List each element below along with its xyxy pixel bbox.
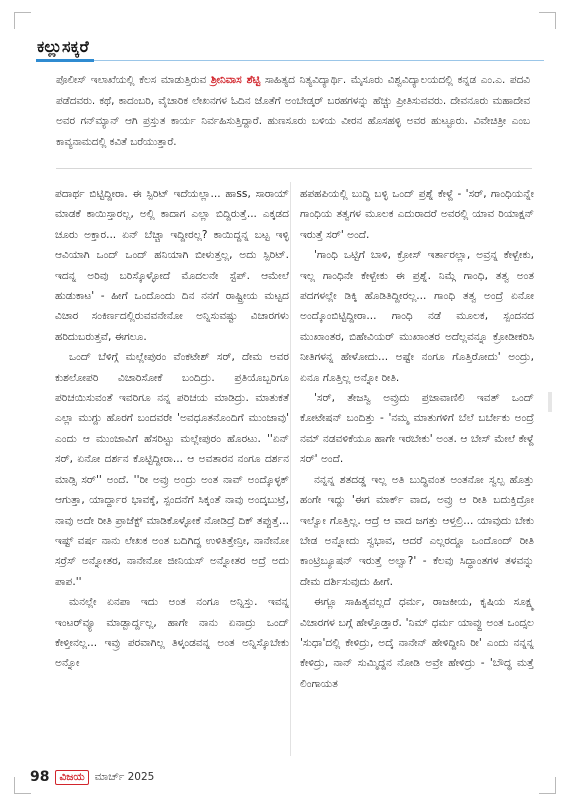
- intro-text-start: ಪೊಲೀಸ್ ಇಲಾಖೆಯಲ್ಲಿ ಕೆಲಸ ಮಾಡುತ್ತಿರುವ: [56, 74, 211, 86]
- paragraph: ಒಂದ್ ಬೆಳಿಗ್ಗೆ ಮಲ್ಲೇಪುರಂ ವೆಂಕಟೇಶ್ ಸರ್, ದೇಮ ಅವರ ಕುಶಲೋಪರಿ ವಿಚಾರಿಸೋಕೆ ಬಂದಿದ್ರು. ಪ್ರತಿಯೊಬ್ಬರಿಗೂ ಪರಿಚಯಿಸುವಂತೆ ಇವರಿಗೂ ನನ್ನ ಪರಿಚಯ ಮಾಡಿದ್ರು. ಮಾತುಕತೆ ಎಲ್ಲಾ ಮುಗ್ದು ಹೊರಗೆ ಬಂದವರೇ 'ಅವಧೂತನೊಂದಿಗೆ ಮುಂಜಾವು' ಎಂದು ಆ ಮುಂಜಾವಿಗೆ ಹೆಸರಿಟ್ಟು ಮಲ್ಲೇಪುರಂ ಹೊರಟು. ''ಏನ್ ಸರ್, ಏನೋ ದರ್ಶನ ಕೊಟ್ಟಿದ್ದೀರಾ... ಆ ಅವತಾರನ ನಂಗೂ ದರ್ಶನ ಮಾಡ್ಸಿ ಸರ್'' ಅಂದೆ. ''ರೀ ಅವ್ರು ಅಂದ್ರು ಅಂತ ನಾವ್ ಅಂದ್ಕೊಳ್ಳಕ್ ಆಗುತ್ತಾ, ಯಾರ್ದ್ದಾರ ಭಾವಕ್ಕೆ, ಸ್ಪಂದನೆಗೆ ಸಿಕ್ಕಂತೆ ನಾವು ಅಂದ್ಕಬುಟ್ರೆ, ನಾವು ಅದೇ ರೀತಿ ಪ್ರಾಜೆಕ್ಟ್ ಮಾಡಿಕೊಳ್ಳೋಕೆ ನೋಡಿದ್ರೆ ದಿಕ್ ತಪ್ಪುತ್ತೆ... ಇಷ್ಟ್ ವರ್ಷ ನಾನು ಲೇಖಕ ಅಂತ ಬದಿಗಿದ್ದ ಉಳಿತಿತ್ತೇನ್ರೀ, ನಾನೇನೋ ಸರ್ರೆಸ್ ಅನ್ನೋತರ, ನಾನೇನೋ ಜೀನಿಯಸ್ ಅನ್ನೋತರ ಅದ್ರೆ ಅದು ಪಾಪ.'': [55, 351, 289, 588]
- author-name: ಶ್ರೀನಿವಾಸ ಶೆಟ್ಟಿ: [210, 74, 261, 86]
- section-title-underline: [36, 59, 94, 62]
- paragraph: 'ಗಾಂಧಿ ಒಟ್ಟಿಗೆ ಬಾಳಿ, ಕ್ರೋಸ್ ಇರ್ತಾರಲ್ಲಾ, ಅವ್ರನ್ನ ಕೇಳ್ಬೇಕು, ಇಲ್ಲ ಗಾಂಧಿನೇ ಕೇಳ್ಬೇಕು ಈ ಪ್ರಶ್ನೆ. ನಿಮ್ಗೆ ಗಾಂಧಿ, ತತ್ವ ಅಂತ ಪದಗಳಲ್ಲೇ ಡಿಕ್ಕಿ ಹೊಡಿತಿದ್ದೀರಲ್ಲ... ಗಾಂಧಿ ತತ್ವ ಅಂದ್ರೆ ಏನೋ ಅಂದ್ಕೊಂಬಿಟ್ಟಿದ್ದೀರಾ... ಗಾಂಧಿ ನಡೆ ಮೂಲಕ, ಸ್ಪಂದನದ ಮುಖಾಂತರ, ಬಿಹೇವಿಯರ್ ಮುಖಾಂತರ ಅದೆಲ್ಲವನ್ನೂ ಕ್ರೋಡೀಕರಿಸಿ ನೀತಿಗಳನ್ನ ಹೇಳೋದು... ಅಷ್ಟೇ ನಂಗೂ ಗೊತ್ತಿರೋದು' ಅಂದ್ರು, ಏನೂ ಗೊತ್ತಿಲ್ಲ ಅನ್ನೋ ರೀತಿ.: [300, 249, 534, 384]
- article-column-left: [55, 184, 289, 674]
- page-number: 98: [30, 769, 50, 785]
- article-column-right: [300, 184, 534, 694]
- paragraph: 'ಸರ್, ತೇಜಸ್ವಿ ಅವ್ರುದು ಪ್ರಜಾವಾಣಿಲಿ ಇವತ್ ಒಂದ್ ಕೋಟೇಷನ್ ಬಂದಿತ್ತು - 'ನಮ್ಮ ಮಾತುಗಳಿಗೆ ಬೆಲೆ ಬರ್ಬೇಕು ಅಂದ್ರೆ ನಮ್ ನಡವಳಿಕೆಯೂ ಹಾಗೇ ಇರಬೇಕು' ಅಂತ. ಆ ಬೇಸ್ ಮೇಲೆ ಕೇಳ್ದೆ ಸರ್' ಅಂದೆ.: [300, 392, 534, 466]
- issue-date: ಮಾರ್ಚ್ 2025: [94, 770, 155, 783]
- side-tab-mark: [548, 392, 552, 412]
- paragraph: ನನ್ನನ್ನ ಶತದಡ್ಡ ಇಲ್ಲ ಅತಿ ಬುದ್ಧಿವಂತ ಅಂತನೋ ಸ್ವಲ್ಪ ಹೊತ್ತು ಹಂಗೇ ಇದ್ದು 'ಈಗ ಮಾರ್ಕ್ ವಾದ, ಅವ್ರು ಆ ರೀತಿ ಬದುಕ್ತಿದ್ರೋ ಇಲ್ವೋ ಗೊತ್ತಿಲ್ಲ. ಆದ್ರೆ ಆ ವಾದ ಜಗತ್ತು ಆಳ್ತಲ್ರಿ... ಯಾವುದು ಬೇಕು ಬೇಡ ಅನ್ನೋದು ಸ್ವಭಾವ, ಆದರೆ ಎಲ್ಲರದ್ದೂ ಒಂದೊಂದ್ ರೀತಿ ಕಾಂಟ್ರಿಬ್ಯೂಷನ್ ಇರುತ್ತೆ ಅಲ್ವಾ?' - ಕೆಲವು ಸಿದ್ಧಾಂತಗಳ ತಳವನ್ನು ದೇಮ ದರ್ಶಿಸುವುದು ಹೀಗೆ.: [300, 473, 534, 588]
- author-intro: [56, 70, 530, 152]
- crop-mark-top-left: [14, 12, 31, 29]
- column-divider: [290, 182, 291, 756]
- page-footer: [30, 764, 154, 790]
- crop-mark-bottom-left: [14, 777, 31, 794]
- section-title: ಕಲ್ಲುಸಕ್ಕರೆ: [37, 37, 89, 56]
- intro-text-rest: ಸಾಹಿತ್ಯದ ನಿತ್ಯವಿದ್ಯಾರ್ಥಿ. ಮೈಸೂರು ವಿಶ್ವವಿದ್ಯಾಲಯದಲ್ಲಿ ಕನ್ನಡ ಎಂ.ಎ. ಪದವಿ ಪಡೆದವರು. ಕಥೆ, ಕಾದಂಬರಿ, ವೈಚಾರಿಕ ಲೇಖನಗಳ ಓದಿನ ಜೊತೆಗೆ ಅಂಬೇಡ್ಕರ್ ಬರಹಗಳನ್ನು ಹೆಚ್ಚು ಪ್ರೀತಿಸುವವರು. ದೇವನೂರು ಮಹಾದೇವ ಅವರ ಗನ್‌ಮ್ಯಾನ್ ಆಗಿ ಪ್ರಸ್ತುತ ಕಾರ್ಯ ನಿರ್ವಹಿಸುತ್ತಿದ್ದಾರೆ. ಹುಣಸೂರು ಬಳಿಯ ವೀರನ ಹೊಸಹಳ್ಳಿ ಅವರ ಹುಟ್ಟೂರು. ವಿವೇಚಿತ್ರೀ ಎಂಬ ಕಾವ್ಯನಾಮದಲ್ಲಿ ಕವಿತೆ ಬರೆಯುತ್ತಾರೆ.: [56, 74, 530, 148]
- paragraph: ಮನಲ್ಲೇ ಏನಪಾ ಇದು ಅಂತ ನಂಗೂ ಅನ್ನಿಸ್ತು. ಇವನ್ನ ಇಂಟರ್‌ವ್ಯೂ ಮಾಡ್ಬಾರ್ದ್ದಲ್ಲ, ಹಾಗೇ ನಾನು ಏನಾದ್ರು ಒಂದ್ ಕೇಳ್ತೀನಲ್ಲ... ಇವ್ರು ಪರವಾಗಿಲ್ಲ ತಿಳ್ಕಂಡವನ್ನ ಅಂತ ಅನ್ನಿಸ್ಕೊಬೇಕು ಅನ್ನೋ: [55, 596, 289, 670]
- magazine-logo: ವಿಜಯ: [55, 770, 88, 785]
- crop-mark-top-right: [539, 12, 556, 29]
- section-header: [36, 33, 544, 65]
- paragraph: ಈಗ್ಲೂ ಸಾಹಿತ್ಯವಲ್ಲದೆ ಧರ್ಮ, ರಾಜಕೀಯ, ಕೃಷಿಯ ಸೂಕ್ಷ್ಮ ವಿಚಾರಗಳ ಬಗ್ಗೆ ಹೇಳ್ತೊಡ್ತಾರೆ. 'ನಿಮ್ ಧರ್ಮ ಯಾವ್ದು ಅಂತ ಒಂದ್ಸಲ 'ಸುಧಾ'ದಲ್ಲಿ ಕೇಳಿದ್ರು, ಅದ್ಕೆ ನಾನೇನ್ ಹೇಳಿದ್ದೀನಿ ರೀ' ಎಂದು ನನ್ನನ್ನ ಕೇಳಿದ್ರು, ನಾನ್ ಸುಮ್ಮಿದ್ದನ ನೋಡಿ ಅವ್ರೇ ಹೇಳಿದ್ರು - 'ಬೌದ್ಧ ಮತ್ತೆ ಲಿಂಗಾಯತ: [300, 596, 534, 690]
- crop-mark-bottom-right: [539, 777, 556, 794]
- header-rule: [94, 60, 544, 61]
- intro-divider: [56, 168, 532, 169]
- paragraph: ಹಪಹಪಿಯಲ್ಲಿ ಬುದ್ಧಿ ಬಳ್ಳಿ ಒಂದ್ ಪ್ರಶ್ನೆ ಕೇಳ್ದೆ - 'ಸರ್, ಗಾಂಧಿಯನ್ನೇ ಗಾಂಧಿಯ ತತ್ವಗಳ ಮೂಲಕ ಎದುರಾದರೆ ಅವರಲ್ಲಿ ಯಾವ ರಿಯಾಕ್ಷನ್ ಇರುತ್ತೆ ಸರ್' ಅಂದೆ.: [300, 188, 534, 241]
- paragraph: ಪದಾರ್ಥ ಬಿಟ್ಟಿದ್ದೀರಾ. ಈ ಸ್ಪಿರಿಟ್ ಇದೆಯಲ್ಲಾ... ಹಾss, ಸಾರಾಯ್ ಮಾಡಕೆ ಕಾಯಿಸ್ತಾರಲ್ಲ, ಅಲ್ಲಿ ಕಾದಾಗ ಎಲ್ಲಾ ಬಿದ್ದಿರುತ್ತೆ... ಎಕ್ಕಡದ ಚೂರು ಅಕ್ತಾರ... ಏನ್ ಬೆಚ್ಚಾ ಇದ್ದೀರಲ್ಲ? ಕಾಯಿದ್ದನ್ನ ಬಟ್ಟ ಇಳ್ಳಿ ಆವಿಯಾಗಿ ಒಂದ್ ಒಂದ್ ಹನಿಯಾಗಿ ಬೀಳುತ್ತಲ್ಲ, ಅದು ಸ್ಪಿರಿಟ್. ಇದನ್ನ ಅರಿವು ಬರಿಸ್ಕೊಳ್ಳೋದೆ ಮೊದಲನೇ ಸ್ಟೆಪ್. ಆಮೇಲೆ ಹುಡುಕಾಟ' - ಹೀಗೆ ಒಂದೊಂದು ದಿನ ನನಗೆ ರಾಷ್ಟ್ರೀಯ ಮಟ್ಟದ ವಿಚಾರ ಸಂಕಿರ್ಣದಲ್ಲಿರುವವನೇನೋ ಅನ್ನಿಸುವಷ್ಟು ವಿಚಾರಗಳು ಹರಿದುಬರುತ್ತವೆ, ಈಗಲೂ.: [55, 188, 289, 343]
